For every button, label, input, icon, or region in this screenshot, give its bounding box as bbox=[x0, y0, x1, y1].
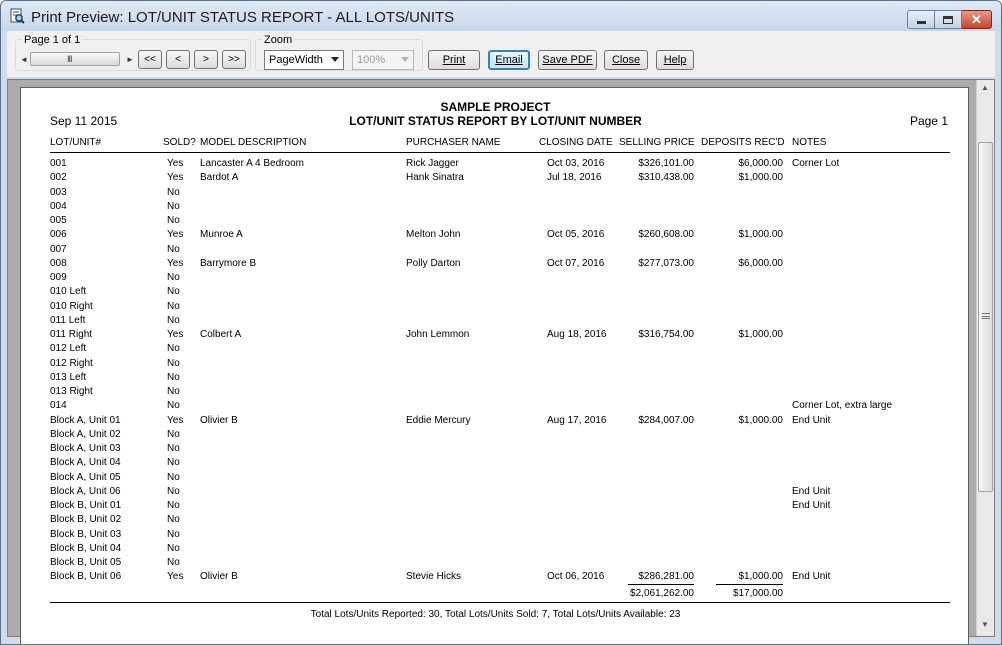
lot-cell: Block B, Unit 02 bbox=[50, 514, 122, 526]
table-row bbox=[21, 301, 970, 315]
sold-cell: Yes bbox=[167, 158, 184, 169]
closing-date-cell: Aug 17, 2016 bbox=[547, 414, 607, 426]
notes-cell: End Unit bbox=[792, 571, 831, 583]
table-row bbox=[21, 500, 970, 514]
slider-right-icon[interactable]: ► bbox=[126, 55, 134, 64]
model-cell: Olivier B bbox=[200, 571, 238, 583]
zoom-mode-select[interactable] bbox=[264, 50, 344, 70]
sold-cell: Yes bbox=[167, 329, 184, 340]
lot-cell: 004 bbox=[50, 200, 67, 212]
column-header-purchaser: PURCHASER NAME bbox=[406, 137, 501, 148]
lot-cell: Block B, Unit 01 bbox=[50, 500, 122, 511]
sold-cell: No bbox=[167, 443, 180, 454]
sold-cell: No bbox=[167, 243, 180, 255]
lot-cell: Block A, Unit 04 bbox=[50, 457, 121, 469]
lot-cell: 011 Left bbox=[50, 314, 86, 326]
report-title: LOT/UNIT STATUS REPORT BY LOT/UNIT NUMBER bbox=[349, 114, 642, 128]
sold-cell: No bbox=[167, 528, 180, 540]
sold-cell: No bbox=[167, 428, 180, 440]
column-header-selling-price: SELLING PRICE bbox=[619, 137, 695, 148]
maximize-icon bbox=[943, 16, 953, 24]
deposits-total-rule bbox=[716, 584, 783, 585]
model-cell: Colbert A bbox=[200, 329, 242, 340]
lot-cell: 003 bbox=[50, 186, 67, 198]
model-cell: Lancaster A 4 Bedroom bbox=[200, 158, 304, 169]
notes-cell: Corner Lot bbox=[792, 158, 840, 169]
lot-cell: Block A, Unit 06 bbox=[50, 485, 121, 497]
page-navigation-group bbox=[15, 34, 251, 71]
closing-date-cell: Oct 07, 2016 bbox=[547, 257, 605, 269]
table-row bbox=[21, 557, 970, 571]
selling-price-cell: $286,281.00 bbox=[638, 571, 694, 583]
scroll-down-icon[interactable]: ▼ bbox=[981, 620, 989, 629]
sold-cell: Yes bbox=[167, 257, 184, 269]
deposits-cell: $1,000.00 bbox=[738, 229, 783, 241]
sold-cell: No bbox=[167, 215, 180, 226]
lot-cell: Block A, Unit 01 bbox=[50, 414, 121, 426]
sold-cell: No bbox=[167, 272, 180, 283]
model-cell: Bardot A bbox=[200, 172, 239, 184]
lot-cell: 002 bbox=[50, 172, 67, 184]
sold-cell: No bbox=[167, 371, 180, 383]
slider-left-icon[interactable]: ◄ bbox=[20, 55, 28, 64]
lot-cell: Block B, Unit 04 bbox=[50, 542, 122, 554]
sold-cell: No bbox=[167, 200, 180, 212]
sold-cell: Yes bbox=[167, 172, 184, 184]
column-header-sold: SOLD? bbox=[163, 137, 196, 148]
lot-cell: 012 Right bbox=[50, 357, 93, 369]
model-cell: Munroe A bbox=[200, 229, 243, 241]
report-date: Sep 11 2015 bbox=[50, 114, 118, 128]
lot-cell: 011 Right bbox=[50, 329, 93, 340]
table-row bbox=[21, 329, 970, 343]
lot-cell: 005 bbox=[50, 215, 67, 226]
table-row bbox=[21, 472, 970, 486]
close-icon: ✕ bbox=[971, 12, 982, 27]
table-row bbox=[21, 457, 970, 471]
table-row bbox=[21, 187, 970, 201]
table-row bbox=[21, 215, 970, 229]
table-row bbox=[21, 386, 970, 400]
table-row bbox=[21, 172, 970, 186]
notes-cell: End Unit bbox=[792, 485, 831, 497]
table-row bbox=[21, 543, 970, 557]
table-row bbox=[21, 286, 970, 300]
zoom-label: Zoom bbox=[264, 34, 293, 46]
lot-cell: 013 Right bbox=[50, 386, 93, 397]
table-row bbox=[21, 201, 970, 215]
table-row bbox=[21, 244, 970, 258]
previous-page-button[interactable]: < bbox=[166, 50, 190, 69]
chevron-down-icon bbox=[401, 57, 409, 62]
first-page-button[interactable]: << bbox=[138, 50, 162, 69]
total-deposits: $17,000.00 bbox=[732, 588, 783, 599]
window-controls bbox=[907, 10, 992, 29]
report-page bbox=[20, 87, 969, 645]
column-header-lot: LOT/UNIT# bbox=[50, 137, 102, 148]
purchaser-cell: Melton John bbox=[406, 229, 461, 241]
closing-date-cell: Jul 18, 2016 bbox=[547, 172, 602, 184]
table-row bbox=[21, 272, 970, 286]
selling-price-cell: $277,073.00 bbox=[638, 257, 694, 269]
sold-cell: No bbox=[167, 343, 180, 355]
report-summary: Total Lots/Units Reported: 30, Total Lots/Units Sold: 7, Total Lots/Units Available: 23 bbox=[310, 609, 681, 620]
sold-cell: No bbox=[167, 386, 180, 397]
zoom-percent-select bbox=[352, 50, 414, 70]
page-number: Page 1 bbox=[909, 114, 948, 128]
sold-cell: No bbox=[167, 557, 180, 568]
table-row bbox=[21, 258, 970, 272]
scroll-thumb[interactable] bbox=[978, 142, 993, 492]
sold-cell: No bbox=[167, 300, 180, 312]
closing-date-cell: Aug 18, 2016 bbox=[547, 329, 607, 340]
sold-cell: No bbox=[167, 471, 180, 483]
column-header-closing-date: CLOSING DATE bbox=[539, 137, 613, 148]
selling-price-cell: $310,438.00 bbox=[638, 172, 694, 184]
preview-toolbar bbox=[7, 31, 995, 77]
model-cell: Barrymore B bbox=[200, 257, 257, 269]
table-row bbox=[21, 358, 970, 372]
sold-cell: No bbox=[167, 186, 180, 198]
sold-cell: No bbox=[167, 286, 180, 298]
sold-cell: No bbox=[167, 500, 180, 511]
table-row bbox=[21, 571, 970, 585]
lot-cell: Block A, Unit 05 bbox=[50, 471, 121, 483]
deposits-cell: $1,000.00 bbox=[738, 414, 783, 426]
deposits-cell: $6,000.00 bbox=[738, 158, 783, 169]
table-row bbox=[21, 514, 970, 528]
page-indicator: Page 1 of 1 bbox=[24, 34, 81, 46]
lot-cell: Block B, Unit 03 bbox=[50, 528, 122, 540]
sold-cell: Yes bbox=[167, 229, 184, 241]
last-page-button[interactable]: >> bbox=[222, 50, 246, 69]
email-button[interactable]: Email bbox=[488, 50, 530, 70]
closing-date-cell: Oct 06, 2016 bbox=[547, 571, 605, 583]
lot-cell: 012 Left bbox=[50, 343, 87, 355]
chevron-down-icon bbox=[331, 57, 339, 62]
print-preview-icon bbox=[9, 8, 25, 24]
closing-date-cell: Oct 03, 2016 bbox=[547, 158, 605, 169]
sold-cell: Yes bbox=[167, 414, 184, 426]
table-row bbox=[21, 400, 970, 414]
minimize-button[interactable] bbox=[907, 10, 935, 29]
column-header-deposits: DEPOSITS REC'D bbox=[701, 137, 785, 148]
sold-cell: No bbox=[167, 314, 180, 326]
lot-cell: 010 Right bbox=[50, 300, 93, 312]
header-rule bbox=[50, 152, 950, 153]
purchaser-cell: John Lemmon bbox=[406, 329, 470, 340]
scroll-up-icon[interactable]: ▲ bbox=[981, 83, 989, 92]
column-header-model: MODEL DESCRIPTION bbox=[200, 137, 307, 148]
selling-price-cell: $316,754.00 bbox=[638, 329, 694, 340]
lot-cell: 014 bbox=[50, 400, 67, 412]
sold-cell: No bbox=[167, 357, 180, 369]
selling-price-cell: $326,101.00 bbox=[638, 158, 694, 169]
deposits-cell: $1,000.00 bbox=[738, 172, 783, 184]
lot-cell: 001 bbox=[50, 158, 67, 169]
purchaser-cell: Stevie Hicks bbox=[406, 571, 462, 583]
lot-cell: Block B, Unit 05 bbox=[50, 557, 122, 568]
notes-cell: End Unit bbox=[792, 414, 831, 426]
table-row bbox=[21, 158, 970, 172]
lot-cell: 009 bbox=[50, 272, 67, 283]
selling-price-cell: $284,007.00 bbox=[638, 414, 694, 426]
table-row bbox=[21, 429, 970, 443]
zoom-percent-value: 100% bbox=[357, 54, 386, 66]
maximize-button[interactable] bbox=[935, 10, 962, 29]
zoom-mode-value: PageWidth bbox=[269, 54, 323, 66]
slider-grip-icon: III bbox=[67, 54, 72, 64]
deposits-cell: $1,000.00 bbox=[738, 571, 783, 583]
lot-cell: 010 Left bbox=[50, 286, 87, 298]
minimize-icon bbox=[917, 21, 926, 24]
table-row bbox=[21, 415, 970, 429]
print-button[interactable]: Print bbox=[428, 50, 480, 70]
table-row bbox=[21, 229, 970, 243]
table-row bbox=[21, 486, 970, 500]
sold-cell: No bbox=[167, 457, 180, 469]
sold-cell: No bbox=[167, 485, 180, 497]
title-bar[interactable] bbox=[1, 1, 1001, 31]
help-button[interactable]: Help bbox=[656, 50, 694, 70]
table-row bbox=[21, 529, 970, 543]
lot-cell: 006 bbox=[50, 229, 67, 241]
purchaser-cell: Rick Jagger bbox=[406, 158, 459, 169]
model-cell: Olivier B bbox=[200, 414, 238, 426]
price-total-rule bbox=[628, 584, 694, 585]
sold-cell: No bbox=[167, 400, 180, 412]
notes-cell: End Unit bbox=[792, 500, 831, 511]
save-pdf-button[interactable]: Save PDF bbox=[538, 50, 597, 70]
lot-cell: 007 bbox=[50, 243, 67, 255]
total-selling-price: $2,061,262.00 bbox=[630, 588, 694, 599]
selling-price-cell: $260,608.00 bbox=[638, 229, 694, 241]
deposits-cell: $6,000.00 bbox=[738, 257, 783, 269]
lot-cell: Block B, Unit 06 bbox=[50, 571, 122, 583]
close-window-button[interactable] bbox=[962, 10, 992, 29]
table-row bbox=[21, 343, 970, 357]
column-header-notes: NOTES bbox=[792, 137, 827, 148]
sold-cell: No bbox=[167, 542, 180, 554]
close-button[interactable]: Close bbox=[604, 50, 648, 70]
zoom-group bbox=[255, 34, 423, 71]
next-page-button[interactable]: > bbox=[194, 50, 218, 69]
purchaser-cell: Eddie Mercury bbox=[406, 414, 471, 426]
vertical-scrollbar[interactable] bbox=[976, 80, 994, 636]
window-title: Print Preview: LOT/UNIT STATUS REPORT - ALL LOTS/UNITS bbox=[31, 9, 455, 26]
grip-icon bbox=[982, 313, 990, 319]
preview-area[interactable] bbox=[7, 79, 995, 637]
sold-cell: No bbox=[167, 514, 180, 526]
table-row bbox=[21, 443, 970, 457]
table-row bbox=[21, 372, 970, 386]
project-name: SAMPLE PROJECT bbox=[440, 100, 551, 114]
purchaser-cell: Polly Darton bbox=[406, 257, 461, 269]
footer-rule bbox=[50, 602, 950, 603]
page-slider[interactable] bbox=[30, 52, 120, 66]
lot-cell: Block A, Unit 03 bbox=[50, 443, 121, 454]
lot-cell: Block A, Unit 02 bbox=[50, 428, 121, 440]
purchaser-cell: Hank Sinatra bbox=[406, 172, 464, 184]
deposits-cell: $1,000.00 bbox=[738, 329, 783, 340]
table-row bbox=[21, 315, 970, 329]
closing-date-cell: Oct 05, 2016 bbox=[547, 229, 605, 241]
lot-cell: 008 bbox=[50, 257, 67, 269]
notes-cell: Corner Lot, extra large bbox=[792, 400, 893, 412]
sold-cell: Yes bbox=[167, 571, 184, 583]
lot-cell: 013 Left bbox=[50, 371, 87, 383]
